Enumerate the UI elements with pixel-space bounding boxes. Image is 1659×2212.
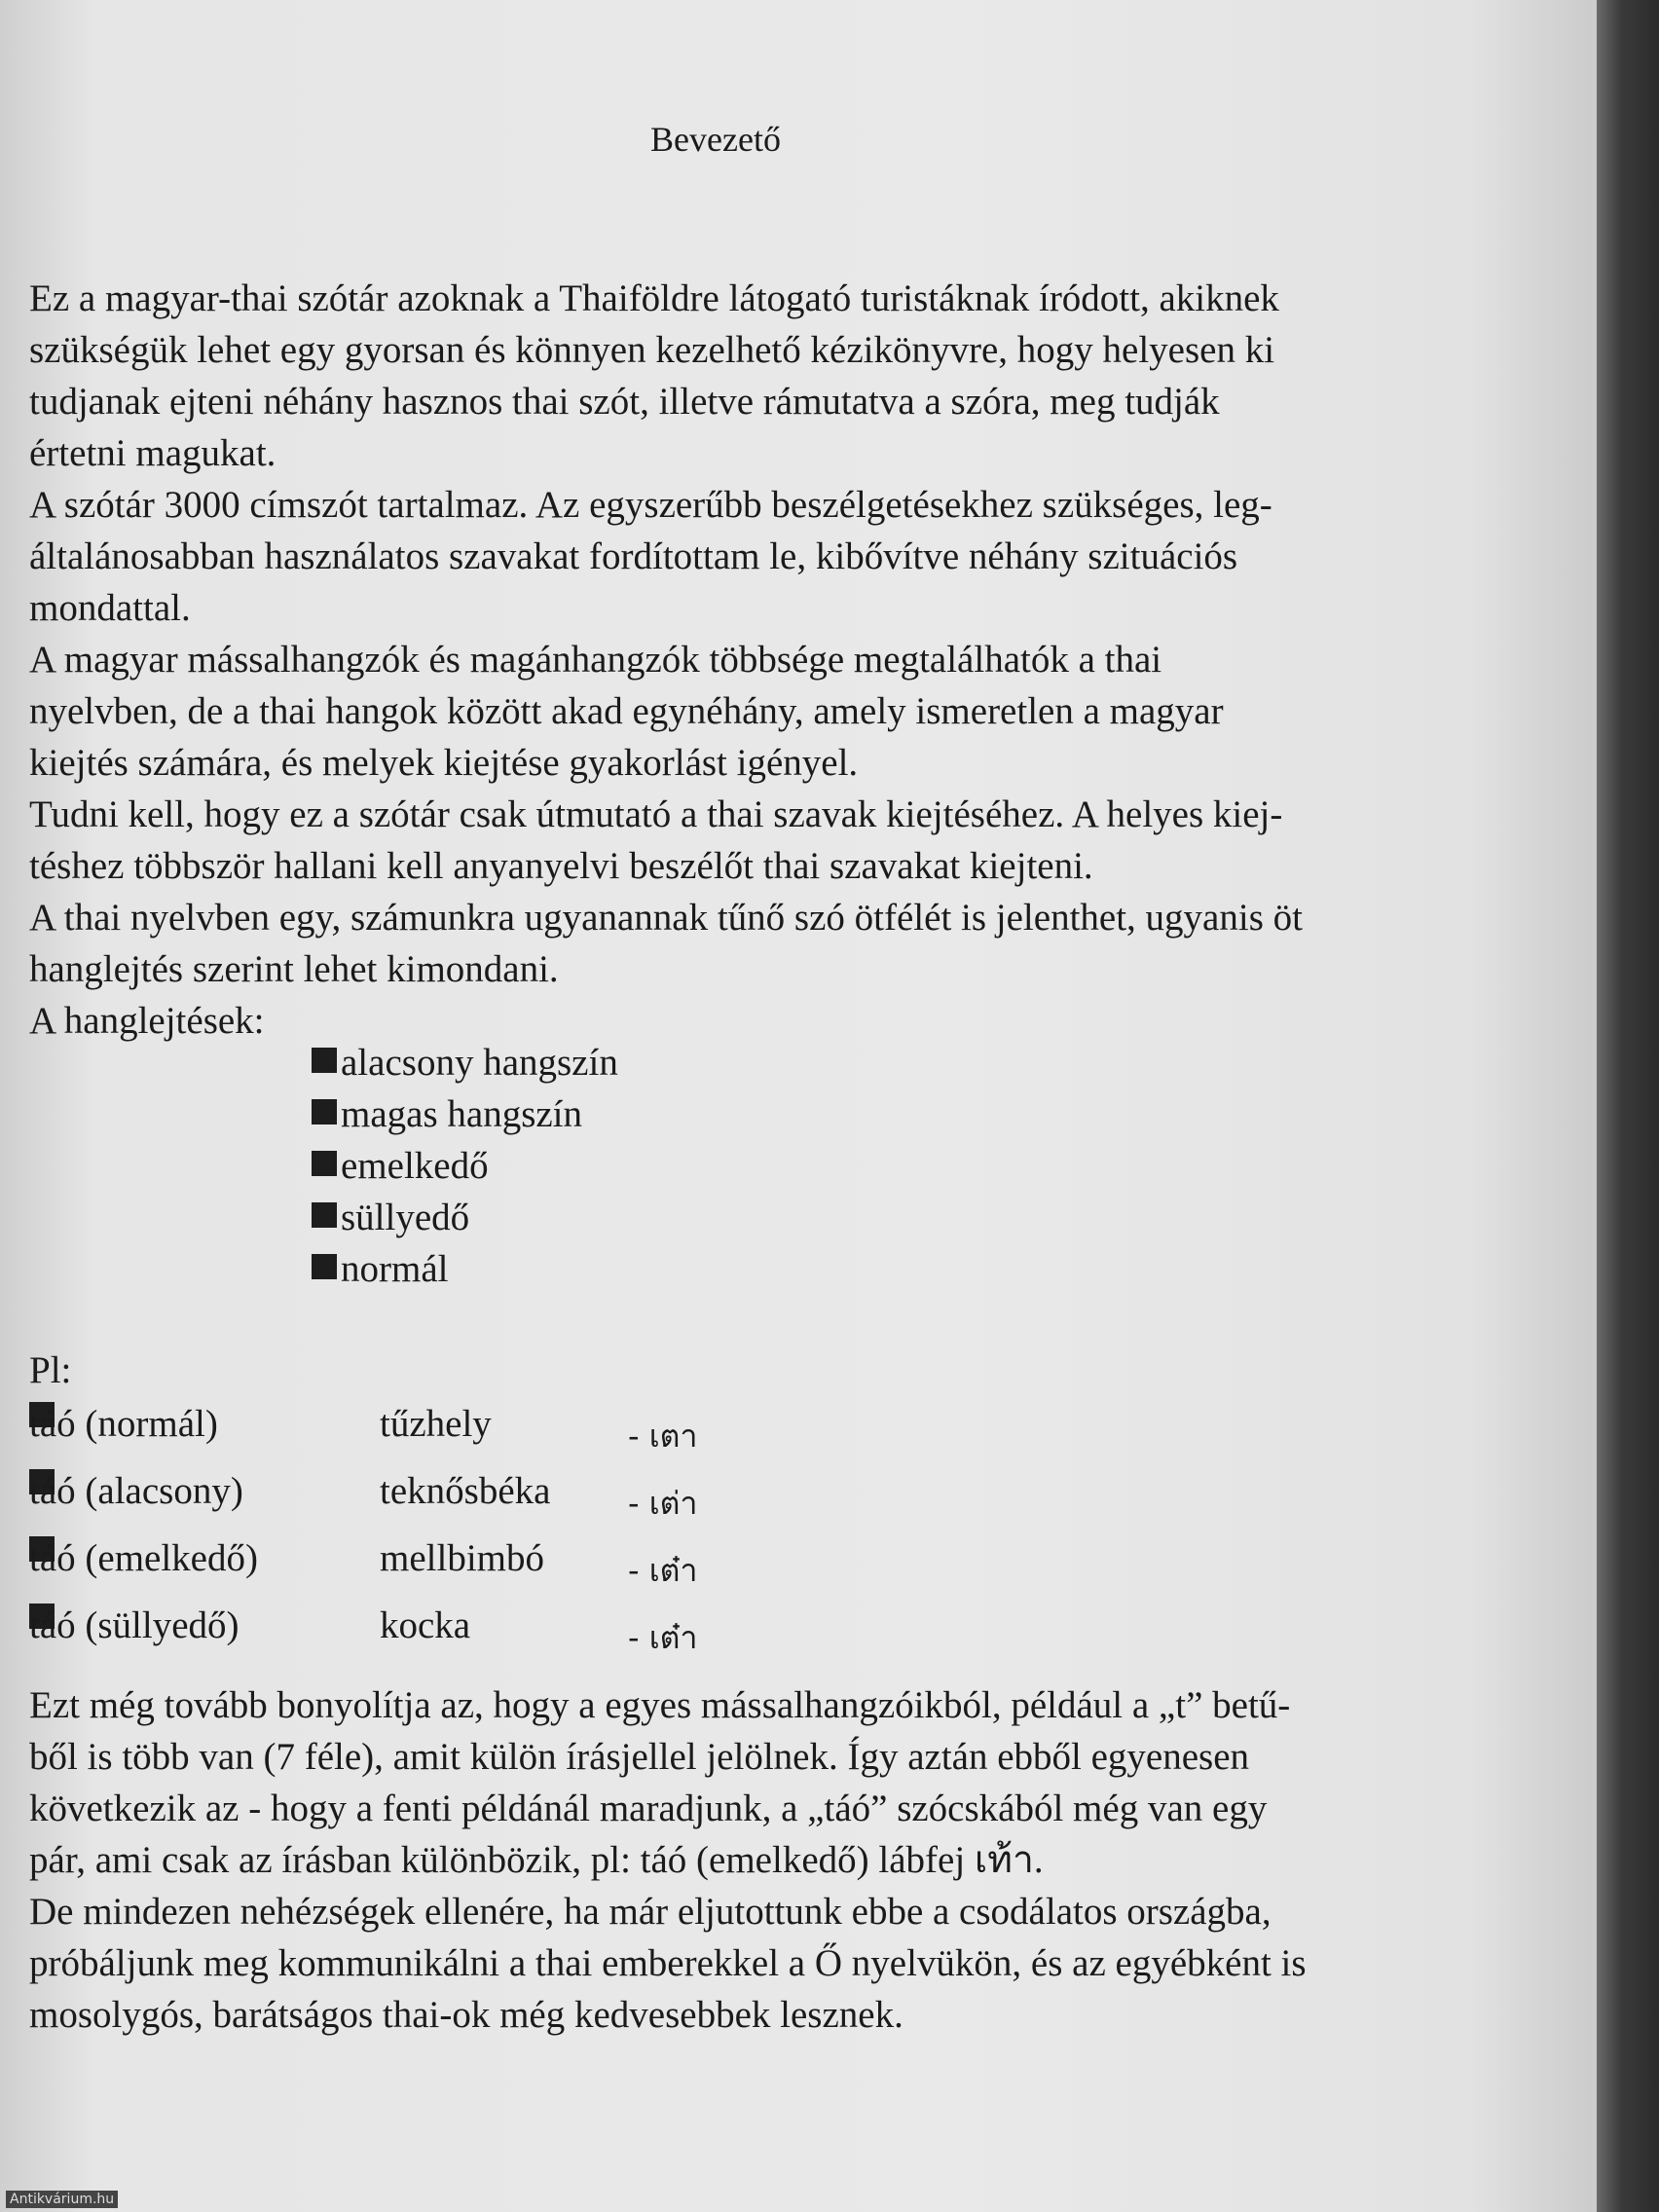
bleed-through-text <box>613 73 621 106</box>
example-word: táó (emelkedő) <box>29 1537 258 1579</box>
text-line: mondattal. <box>29 587 191 629</box>
watermark: Antikvárium.hu <box>6 2191 118 2208</box>
example-meaning: teknősbéka <box>380 1470 551 1512</box>
text-line: értetni magukat. <box>29 432 276 474</box>
text-line: téshez többször hallani kell anyanyelvi beszélőt thai szavakat kiejteni. <box>29 845 1093 887</box>
text-line: A magyar mássalhangzók és magánhangzók többsége megtalálhatók a thai <box>29 639 1162 681</box>
book-spine <box>1597 0 1659 2212</box>
example-meaning: mellbimbó <box>380 1537 544 1579</box>
tone-item: emelkedő <box>312 1140 618 1192</box>
tone-item: alacsony hangszín <box>312 1037 618 1088</box>
tone-item: normál <box>312 1243 618 1295</box>
page-title: Bevezető <box>650 120 781 159</box>
text-line: kiejtés számára, és melyek kiejtése gyakorlást igényel. <box>29 742 859 784</box>
tone-item: süllyedő <box>312 1192 618 1243</box>
example-thai: - เต๋า <box>628 1552 698 1589</box>
bullet-square-icon <box>312 1099 337 1124</box>
tone-list <box>312 1037 618 1295</box>
bullet-square-icon <box>312 1254 337 1279</box>
intro-paragraphs <box>29 273 1490 1047</box>
text-line: A hanglejtések: <box>29 1000 265 1042</box>
example-meaning: kocka <box>380 1604 471 1646</box>
text-line: A thai nyelvben egy, számunkra ugyanannak tűnő szó ötfélét is jelenthet, ugyanis öt <box>29 897 1303 939</box>
text-line: Ez a magyar-thai szótár azoknak a Thaiföldre látogató turistáknak íródott, akiknek <box>29 277 1279 319</box>
example-thai: - เตา <box>628 1418 698 1455</box>
example-word: táó (normál) <box>29 1403 218 1445</box>
example-meaning: tűzhely <box>380 1403 492 1445</box>
bullet-square-icon <box>312 1151 337 1176</box>
closing-paragraphs <box>29 1679 1490 2041</box>
text-line: De mindezen nehézségek ellenére, ha már eljutottunk ebbe a csodálatos országba, <box>29 1891 1272 1933</box>
text-line: próbáljunk meg kommunikálni a thai emberekkel a Ő nyelvükön, és az egyébként is <box>29 1942 1307 1984</box>
example-word: táó (süllyedő) <box>29 1604 240 1646</box>
example-label: Pl: <box>29 1349 72 1391</box>
text-line: nyelvben, de a thai hangok között akad egynéhány, amely ismeretlen a magyar <box>29 690 1224 732</box>
text-line: A szótár 3000 címszót tartalmaz. Az egyszerűbb beszélgetésekhez szükséges, leg- <box>29 484 1272 526</box>
text-line: mosolygós, barátságos thai-ok még kedvesebbek lesznek. <box>29 1994 903 2036</box>
bullet-square-icon <box>312 1048 337 1073</box>
text-line: tudjanak ejteni néhány hasznos thai szót, illetve rámutatva a szóra, meg tudják <box>29 381 1220 423</box>
text-line: Tudni kell, hogy ez a szótár csak útmutató a thai szavak kiejtéséhez. A helyes kiej- <box>29 793 1283 835</box>
example-thai: - เต๋า <box>628 1619 698 1656</box>
text-line: ből is több van (7 féle), amit külön írásjellel jelölnek. Így aztán ebből egyenesen <box>29 1736 1250 1778</box>
text-line: pár, ami csak az írásban különbözik, pl: táó (emelkedő) lábfej เท้า. <box>29 1839 1044 1881</box>
text-line: hanglejtés szerint lehet kimondani. <box>29 948 559 990</box>
bullet-square-icon <box>312 1202 337 1228</box>
tone-item: magas hangszín <box>312 1088 618 1140</box>
text-line: szükségük lehet egy gyorsan és könnyen kezelhető kézikönyvre, hogy helyesen ki <box>29 329 1275 371</box>
text-line: Ezt még tovább bonyolítja az, hogy a egyes mássalhangzóikból, például a „t” betű- <box>29 1684 1291 1726</box>
text-line: következik az - hogy a fenti példánál maradjunk, a „táó” szócskából még van egy <box>29 1788 1268 1829</box>
text-line: általánosabban használatos szavakat fordítottam le, kibővítve néhány szituációs <box>29 535 1238 577</box>
example-word: táó (alacsony) <box>29 1470 243 1512</box>
example-thai: - เต่า <box>628 1485 698 1522</box>
